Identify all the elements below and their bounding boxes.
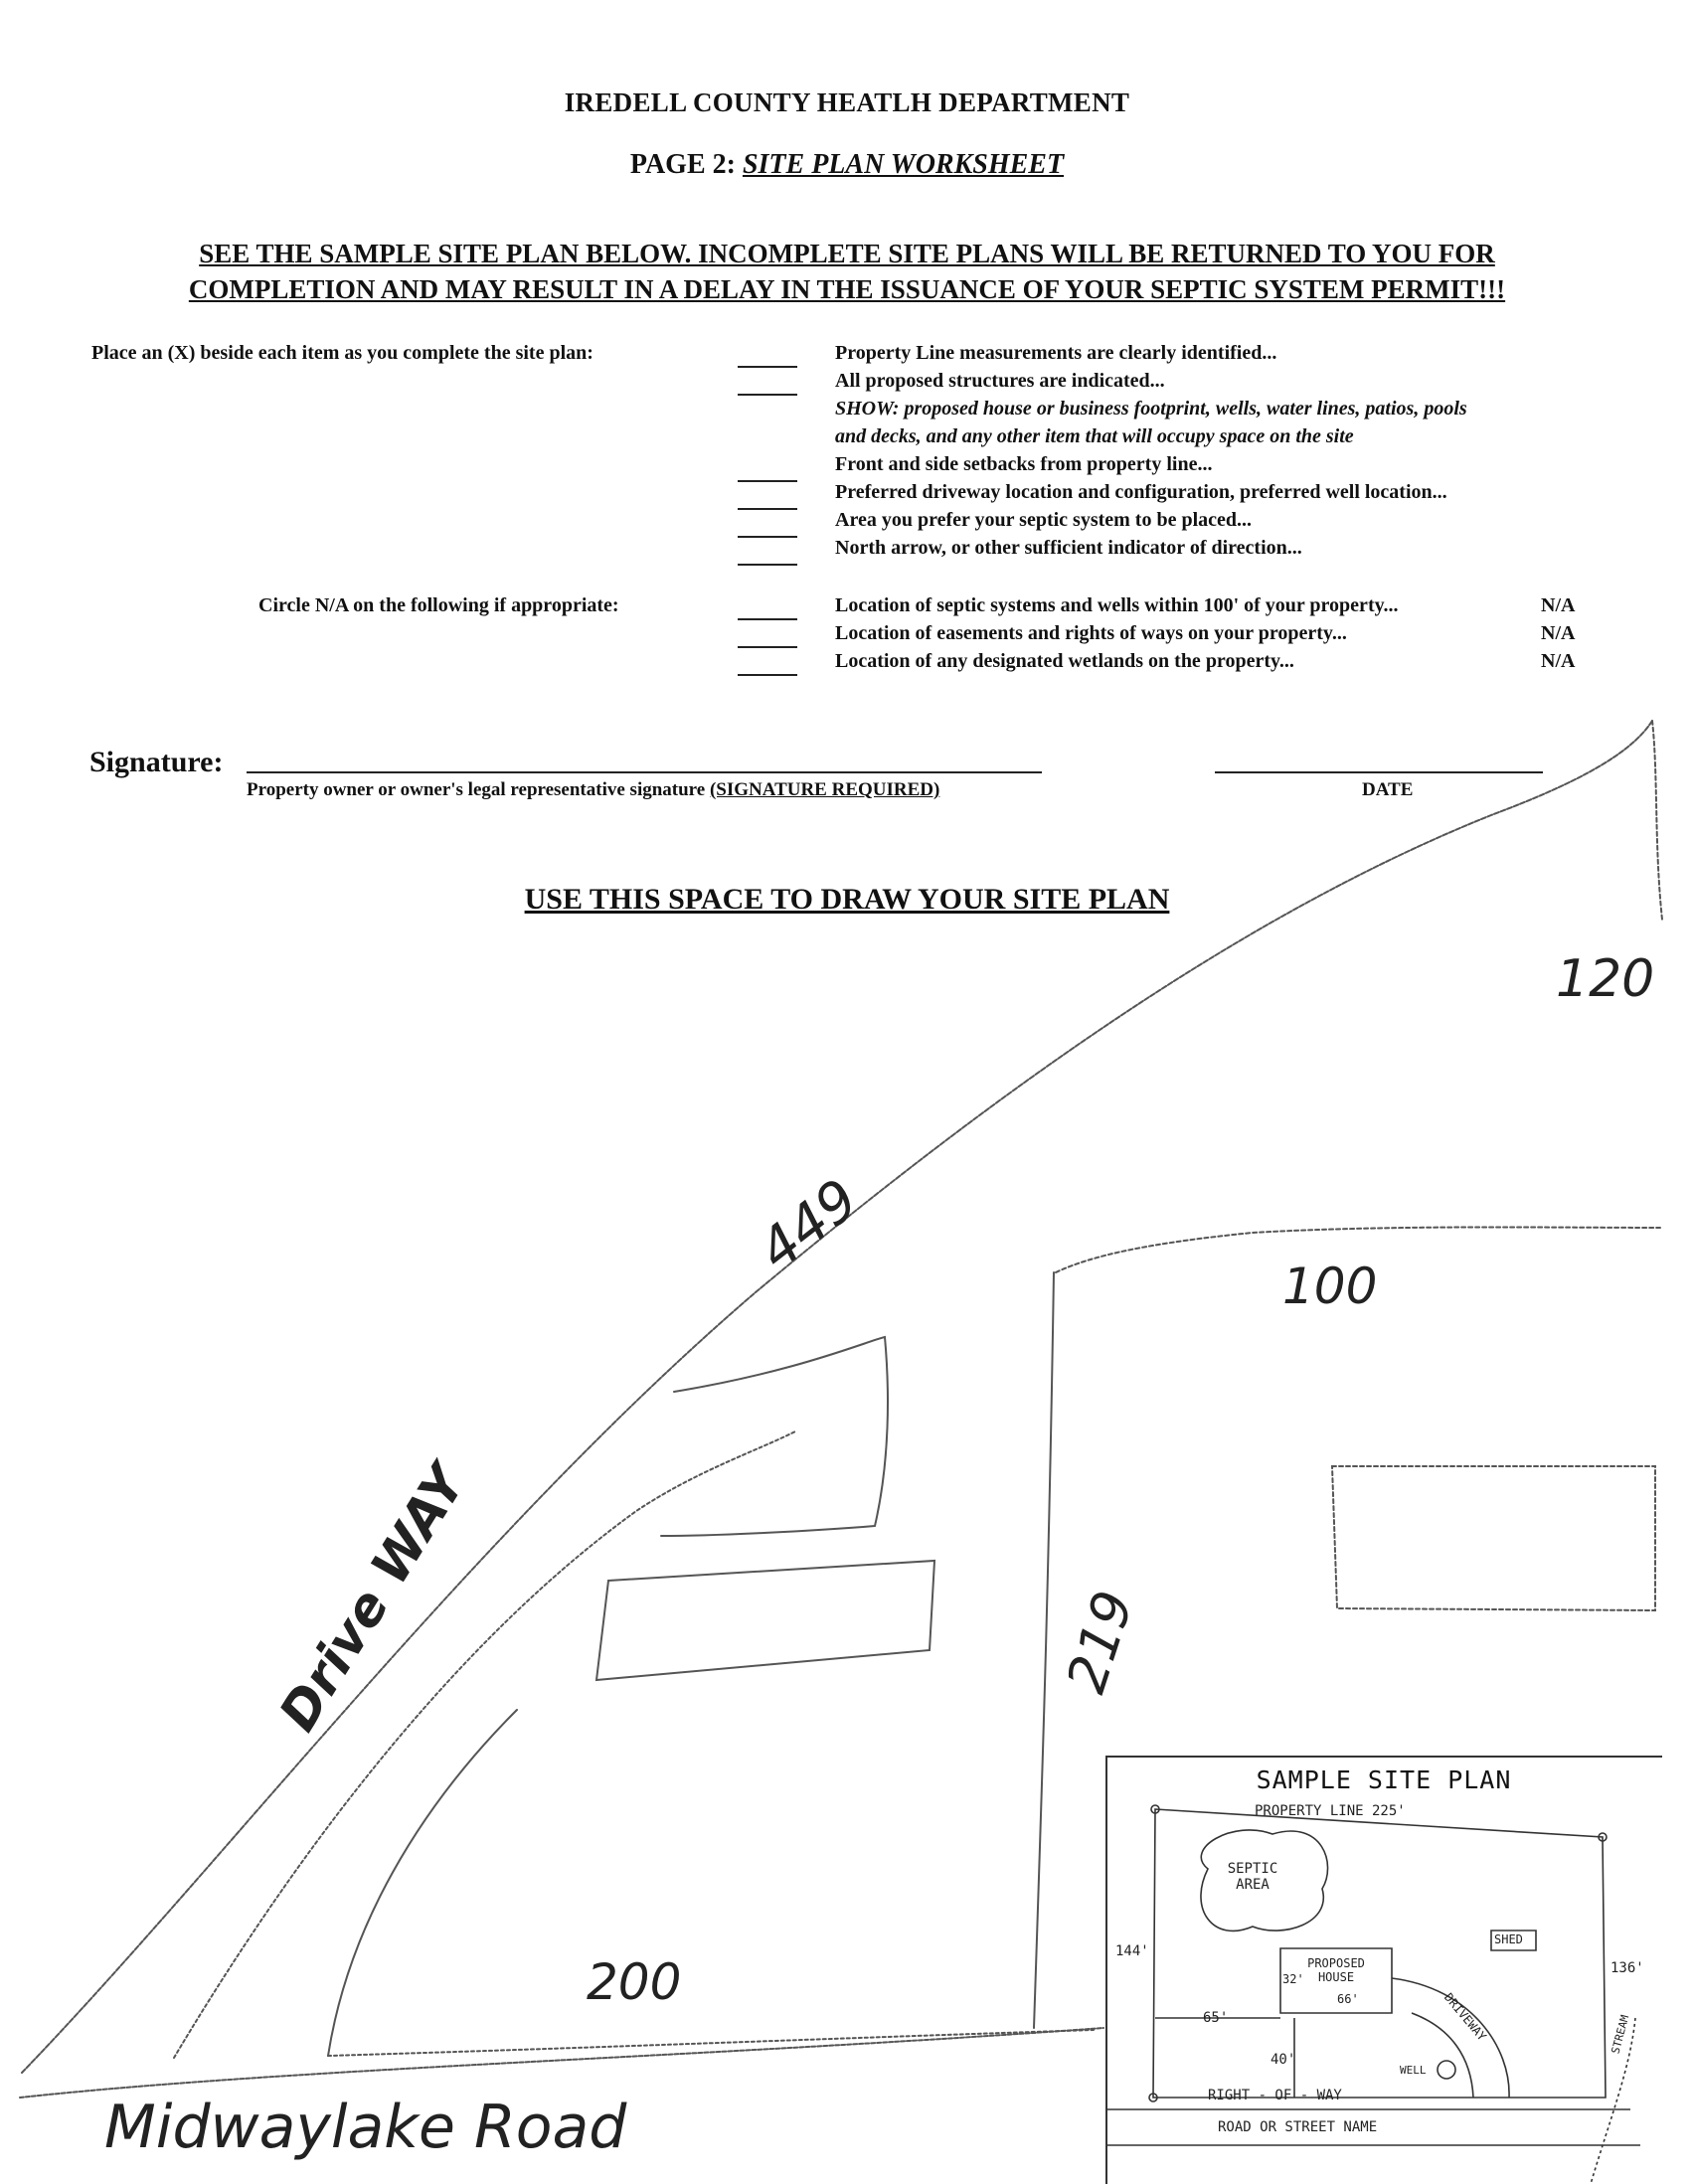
na-instruction: Circle N/A on the following if appropriate: (258, 594, 619, 616)
sample-well: WELL (1400, 2064, 1427, 2077)
signature-label: Signature: (89, 746, 224, 778)
na-item: Location of easements and rights of ways on your property... (835, 622, 1347, 644)
handwritten-dimension-219: 219 (1054, 1583, 1146, 1701)
sample-road-name: ROAD OR STREET NAME (1218, 2119, 1378, 2135)
na-item: Location of any designated wetlands on the property... (835, 650, 1294, 672)
signature-caption-text: Property owner or owner's legal representative signature (247, 779, 710, 800)
na-option[interactable]: N/A (1541, 594, 1576, 616)
handwritten-dimension-449: 449 (747, 1166, 871, 1284)
signature-required: (SIGNATURE REQUIRED) (709, 779, 940, 800)
na-item: Location of septic systems and wells within 100' of your property... (835, 594, 1399, 616)
page-prefix: PAGE 2: (629, 149, 743, 180)
sample-side-setback: 65' (1203, 2010, 1229, 2026)
warning-line-1: SEE THE SAMPLE SITE PLAN BELOW. INCOMPLETE SITE PLANS WILL BE RETURNED TO YOU FOR (199, 239, 1495, 268)
worksheet-title: SITE PLAN WORKSHEET (742, 149, 1065, 180)
checklist-item: North arrow, or other sufficient indicator of direction... (835, 537, 1302, 559)
sample-property-line: PROPERTY LINE 225' (1255, 1803, 1406, 1819)
handwritten-dimension-120: 120 (1556, 949, 1655, 1009)
checklist-item: Area you prefer your septic system to be placed... (835, 509, 1253, 531)
checklist-item: and decks, and any other item that will occupy space on the site (835, 425, 1354, 447)
draw-area-prompt: USE THIS SPACE TO DRAW YOUR SITE PLAN (524, 883, 1170, 916)
na-option[interactable]: N/A (1541, 650, 1576, 672)
checklist-item: Preferred driveway location and configuration, preferred well location... (835, 481, 1447, 503)
sample-right-of-way: RIGHT - OF - WAY (1208, 2088, 1342, 2103)
date-label: DATE (1362, 779, 1414, 800)
checklist-item: Property Line measurements are clearly identified... (835, 342, 1277, 364)
sample-shed: SHED (1494, 1932, 1523, 1946)
checklist-item: Front and side setbacks from property line... (835, 453, 1213, 475)
handwritten-dimension-100: 100 (1282, 1258, 1378, 1315)
handwritten-dimension-200: 200 (587, 1953, 682, 2011)
sample-left-dimension: 144' (1115, 1943, 1149, 1959)
checklist-item: All proposed structures are indicated... (835, 370, 1165, 392)
checklist-item: SHOW: proposed house or business footprint, wells, water lines, patios, pools (835, 398, 1467, 420)
sample-stream: STREAM (1609, 2013, 1632, 2056)
handwritten-driveway-label: Drive WAY (268, 1455, 478, 1742)
checklist-instruction: Place an (X) beside each item as you complete the site plan: (91, 342, 593, 364)
department-title: IREDELL COUNTY HEATLH DEPARTMENT (564, 87, 1130, 117)
sample-driveway: DRIVEWAY (1440, 1990, 1489, 2044)
warning-line-2: COMPLETION AND MAY RESULT IN A DELAY IN THE ISSUANCE OF YOUR SEPTIC SYSTEM PERMIT!!! (188, 274, 1506, 304)
handwritten-road-name: Midwaylake Road (104, 2093, 627, 2162)
sample-front-setback: 40' (1270, 2052, 1296, 2068)
na-option[interactable]: N/A (1541, 622, 1576, 644)
sample-house-width: 66' (1337, 1992, 1359, 2006)
sample-plan-title: SAMPLE SITE PLAN (1256, 1765, 1512, 1794)
sample-house: PROPOSED HOUSE (1307, 1956, 1365, 1984)
sample-right-dimension: 136' (1610, 1960, 1644, 1976)
sample-septic-area: SEPTIC AREA (1227, 1861, 1278, 1893)
sample-house-depth: 32' (1282, 1972, 1304, 1986)
